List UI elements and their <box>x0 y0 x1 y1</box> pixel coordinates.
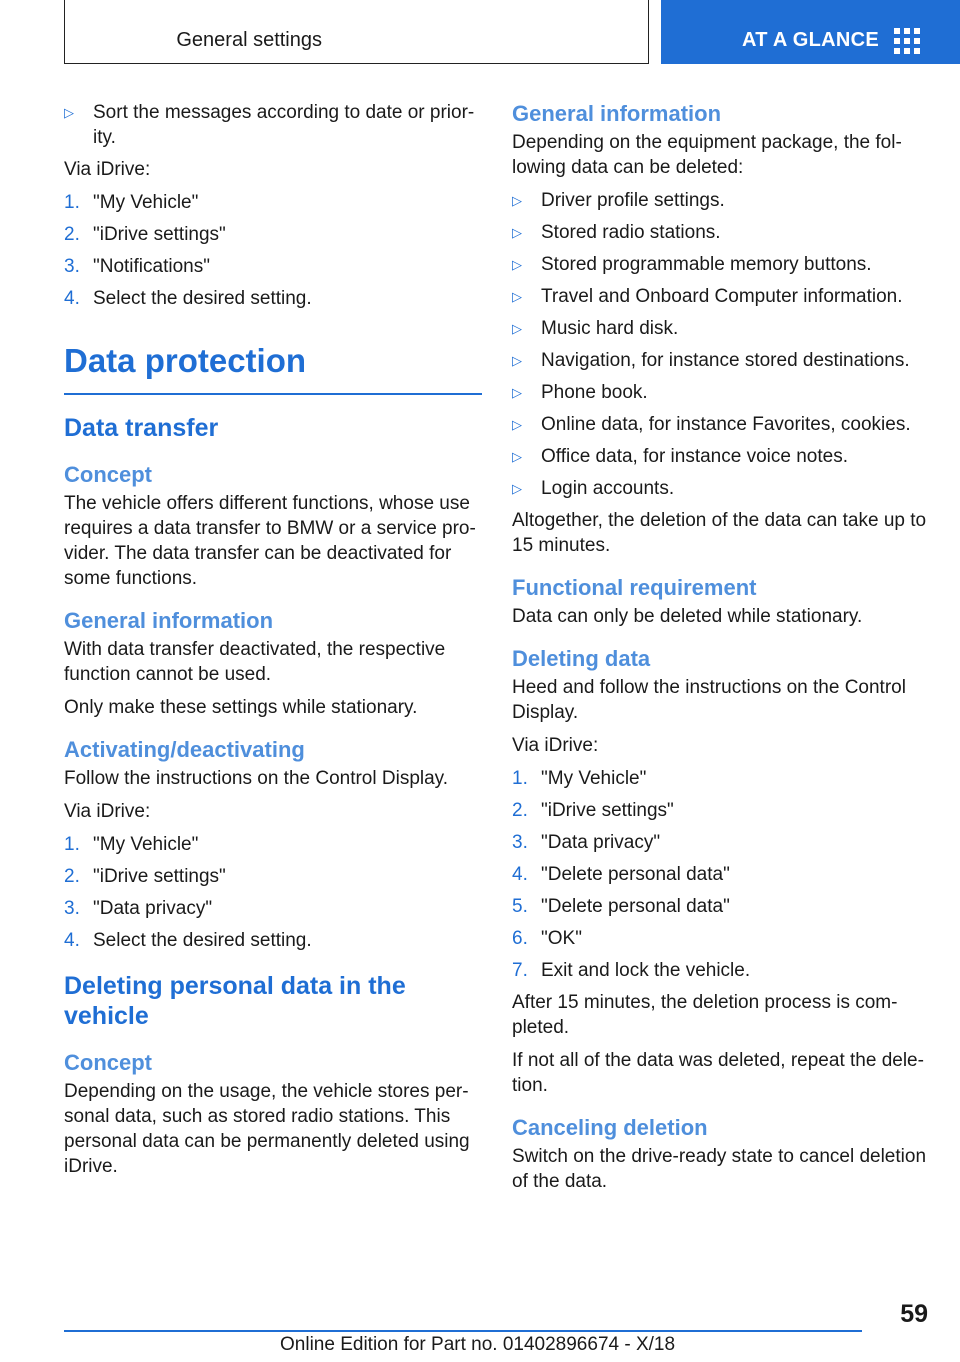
list-item: 1. "My Vehicle" <box>64 833 199 855</box>
repeat-text: If not all of the data was deleted, repeat the deletion. <box>512 1050 924 1096</box>
steps-list <box>64 832 482 953</box>
chapter-title: AT A GLANCE <box>742 29 879 51</box>
bullet-triangle-icon: ▷ <box>512 289 522 304</box>
altogether-text: Altogether, the deletion of the data can take up to 15 minutes. <box>512 510 927 556</box>
footer-rule <box>64 1330 862 1332</box>
activating-text: Follow the instructions on the Control Display. <box>64 767 449 789</box>
list-item: ▷ Driver profile settings. <box>512 190 725 211</box>
general-text-1: With data transfer deactivated, the respective function cannot be used. <box>64 638 446 685</box>
steps-list <box>512 766 928 983</box>
bullet-triangle-icon: ▷ <box>512 353 522 368</box>
chapter-tab[interactable] <box>661 0 960 64</box>
list-item: 5. "Delete personal data" <box>512 896 730 917</box>
list-item: 4. Select the desired setting. <box>64 929 312 951</box>
heading-rule <box>64 393 482 395</box>
via-idrive-label: Via iDrive: <box>64 159 151 180</box>
list-item: 7. Exit and lock the vehicle. <box>512 960 751 981</box>
right-column <box>512 100 928 1202</box>
list-item: 2. "iDrive settings" <box>64 865 226 887</box>
list-item: 2. "iDrive settings" <box>64 224 226 245</box>
list-item: 4. Select the desired setting. <box>64 288 312 309</box>
canceling-text: Switch on the drive-ready state to cancel deletion of the data. <box>512 1146 927 1192</box>
list-item: 3. "Notifications" <box>64 256 210 277</box>
heading-general-information: General information <box>64 607 274 633</box>
bullet-triangle-icon: ▷ <box>512 385 522 400</box>
heading-concept: Concept <box>64 1049 152 1075</box>
list-item: 3. "Data privacy" <box>64 897 213 919</box>
list-item: ▷ Office data, for instance voice notes. <box>512 446 848 467</box>
bullet-triangle-icon: ▷ <box>512 449 522 464</box>
list-item: ▷ Sort the messages according to date or priority. <box>64 102 475 148</box>
list-item: ▷ Music hard disk. <box>512 318 679 339</box>
grid-menu-icon[interactable] <box>894 28 922 54</box>
list-item: 1. "My Vehicle" <box>512 768 647 789</box>
footer-edition: Online Edition for Part no. 01402896674 - X/18 <box>280 1334 676 1355</box>
list-item: ▷ Online data, for instance Favorites, cookies. <box>512 414 911 435</box>
heading-functional-requirement: Functional requirement <box>512 575 757 600</box>
heading-canceling-deletion: Canceling deletion <box>512 1115 708 1140</box>
via-idrive-label: Via iDrive: <box>512 735 599 756</box>
heading-activating: Activating/deactivating <box>64 736 305 762</box>
heading-deleting-data: Deleting data <box>512 646 651 671</box>
functional-text: Data can only be deleted while stationary. <box>512 606 863 627</box>
intro-bullet-list <box>64 100 482 150</box>
heading-concept: Concept <box>64 461 152 487</box>
list-item: ▷ Login accounts. <box>512 478 675 499</box>
general-text: Depending on the equipment package, the following data can be deleted: <box>512 132 902 178</box>
list-item: ▷ Phone book. <box>512 382 648 403</box>
list-item: ▷ Stored radio stations. <box>512 222 721 243</box>
list-item: ▷ Travel and Onboard Computer information. <box>512 286 903 307</box>
bullet-triangle-icon: ▷ <box>512 321 522 336</box>
bullet-triangle-icon: ▷ <box>512 417 522 432</box>
bullet-triangle-icon: ▷ <box>512 481 522 496</box>
deleting-text: Heed and follow the instructions on the Control Display. <box>512 677 906 723</box>
bullet-triangle-icon: ▷ <box>512 225 522 240</box>
heading-general-information: General information <box>512 101 722 126</box>
bullet-triangle-icon: ▷ <box>64 105 74 120</box>
list-item: 2. "iDrive settings" <box>512 800 674 821</box>
after-text: After 15 minutes, the deletion process is completed. <box>512 992 898 1038</box>
deletable-data-list <box>512 188 928 501</box>
bullet-triangle-icon: ▷ <box>512 257 522 272</box>
left-column <box>64 100 482 1187</box>
via-idrive-label: Via iDrive: <box>64 800 151 822</box>
list-item: 3. "Data privacy" <box>512 832 661 853</box>
bullet-triangle-icon: ▷ <box>512 193 522 208</box>
concept-2-text: Depending on the usage, the vehicle stores personal data, such as stored radio stations. This personal data can be permanently deleted using iDrive. <box>64 1080 470 1177</box>
steps-list <box>64 190 482 311</box>
list-item: 4. "Delete personal data" <box>512 864 730 885</box>
general-text-2: Only make these settings while stationary. <box>64 696 418 718</box>
list-item: 1. "My Vehicle" <box>64 192 199 213</box>
page-number: 59 <box>900 1300 928 1328</box>
list-item: ▷ Stored programmable memory buttons. <box>512 254 872 275</box>
heading-deleting-personal-data: Deleting personal data in the vehicle <box>64 971 406 1030</box>
concept-text: The vehicle offers different functions, whose use requires a data transfer to BMW or a service provider. The data transfer can be deactivated for some functions. <box>64 492 476 589</box>
list-item: 6. "OK" <box>512 928 582 949</box>
header-frame <box>64 0 649 64</box>
heading-data-protection: Data protection <box>64 342 307 379</box>
list-item: ▷ Navigation, for instance stored destinations. <box>512 350 910 371</box>
section-title: General settings <box>176 29 322 51</box>
heading-data-transfer: Data transfer <box>64 413 219 442</box>
